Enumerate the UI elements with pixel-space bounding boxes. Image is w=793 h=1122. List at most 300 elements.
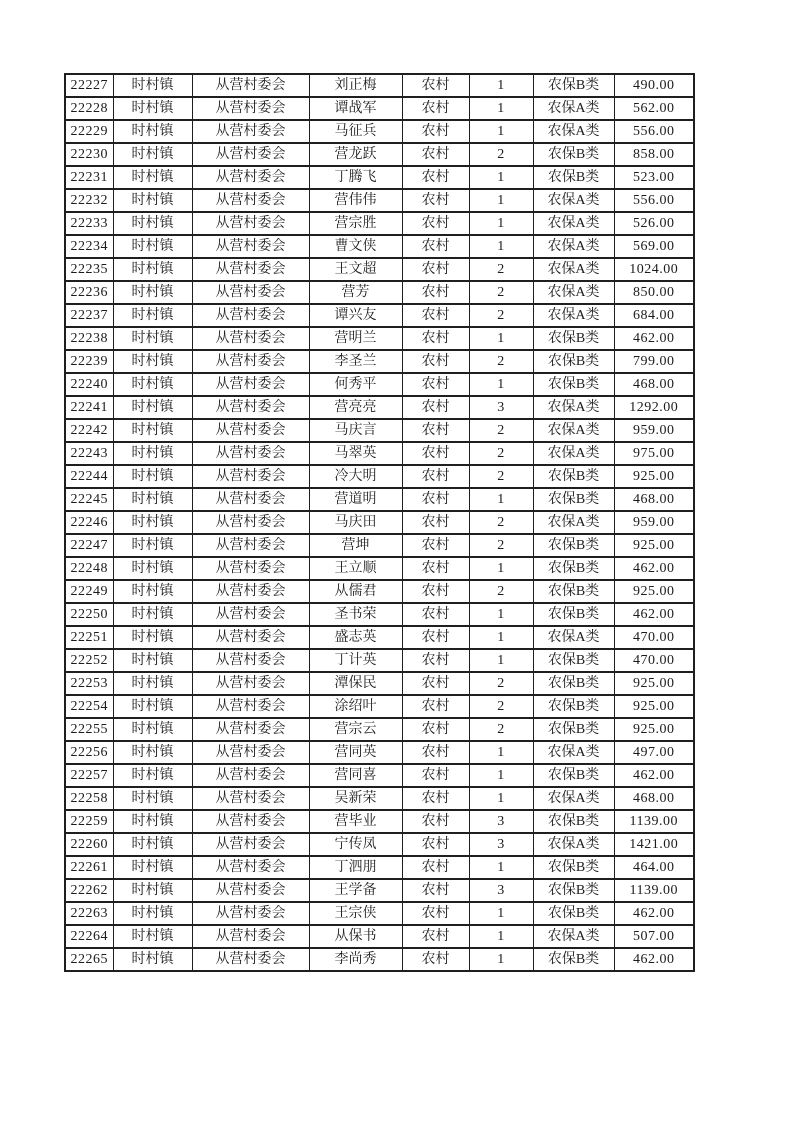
cell-category: 农村: [402, 212, 469, 235]
cell-amount: 497.00: [614, 741, 694, 764]
cell-insurance-type: 农保A类: [533, 419, 614, 442]
cell-person-name: 丁泗朋: [309, 856, 402, 879]
cell-serial-number: 22251: [65, 626, 113, 649]
cell-category: 农村: [402, 626, 469, 649]
cell-serial-number: 22244: [65, 465, 113, 488]
cell-town: 时村镇: [113, 304, 192, 327]
cell-headcount: 2: [469, 304, 533, 327]
cell-headcount: 2: [469, 350, 533, 373]
cell-village-committee: 从营村委会: [192, 396, 309, 419]
cell-village-committee: 从营村委会: [192, 902, 309, 925]
cell-insurance-type: 农保A类: [533, 189, 614, 212]
cell-headcount: 3: [469, 396, 533, 419]
cell-insurance-type: 农保B类: [533, 810, 614, 833]
cell-category: 农村: [402, 856, 469, 879]
cell-town: 时村镇: [113, 281, 192, 304]
cell-person-name: 王文超: [309, 258, 402, 281]
cell-person-name: 宁传凤: [309, 833, 402, 856]
cell-insurance-type: 农保A类: [533, 304, 614, 327]
table-row: [65, 741, 694, 764]
cell-amount: 925.00: [614, 672, 694, 695]
cell-amount: 523.00: [614, 166, 694, 189]
table-row: [65, 350, 694, 373]
cell-category: 农村: [402, 74, 469, 97]
cell-town: 时村镇: [113, 442, 192, 465]
cell-category: 农村: [402, 764, 469, 787]
table-row: [65, 557, 694, 580]
cell-insurance-type: 农保A类: [533, 741, 614, 764]
cell-serial-number: 22254: [65, 695, 113, 718]
table-row: [65, 235, 694, 258]
cell-serial-number: 22245: [65, 488, 113, 511]
cell-headcount: 2: [469, 511, 533, 534]
cell-village-committee: 从营村委会: [192, 787, 309, 810]
cell-headcount: 2: [469, 534, 533, 557]
cell-village-committee: 从营村委会: [192, 419, 309, 442]
cell-town: 时村镇: [113, 718, 192, 741]
cell-insurance-type: 农保A类: [533, 396, 614, 419]
cell-person-name: 何秀平: [309, 373, 402, 396]
cell-amount: 1139.00: [614, 879, 694, 902]
table-row: [65, 764, 694, 787]
table-row: [65, 787, 694, 810]
cell-village-committee: 从营村委会: [192, 166, 309, 189]
cell-category: 农村: [402, 925, 469, 948]
cell-town: 时村镇: [113, 120, 192, 143]
cell-town: 时村镇: [113, 511, 192, 534]
cell-person-name: 营宗云: [309, 718, 402, 741]
cell-insurance-type: 农保B类: [533, 373, 614, 396]
cell-headcount: 1: [469, 626, 533, 649]
cell-headcount: 1: [469, 212, 533, 235]
cell-amount: 562.00: [614, 97, 694, 120]
cell-insurance-type: 农保B类: [533, 143, 614, 166]
cell-serial-number: 22235: [65, 258, 113, 281]
cell-town: 时村镇: [113, 488, 192, 511]
cell-person-name: 吴新荣: [309, 787, 402, 810]
cell-headcount: 2: [469, 465, 533, 488]
cell-town: 时村镇: [113, 166, 192, 189]
cell-person-name: 丁计英: [309, 649, 402, 672]
cell-headcount: 2: [469, 672, 533, 695]
cell-headcount: 3: [469, 879, 533, 902]
cell-insurance-type: 农保B类: [533, 580, 614, 603]
cell-amount: 462.00: [614, 603, 694, 626]
cell-category: 农村: [402, 902, 469, 925]
cell-insurance-type: 农保B类: [533, 557, 614, 580]
cell-person-name: 营道明: [309, 488, 402, 511]
cell-insurance-type: 农保B类: [533, 603, 614, 626]
table-row: [65, 948, 694, 971]
cell-category: 农村: [402, 488, 469, 511]
cell-village-committee: 从营村委会: [192, 764, 309, 787]
cell-amount: 925.00: [614, 534, 694, 557]
cell-insurance-type: 农保B类: [533, 166, 614, 189]
cell-insurance-type: 农保A类: [533, 925, 614, 948]
cell-insurance-type: 农保A类: [533, 212, 614, 235]
cell-person-name: 王学备: [309, 879, 402, 902]
cell-person-name: 营龙跃: [309, 143, 402, 166]
cell-amount: 858.00: [614, 143, 694, 166]
cell-category: 农村: [402, 120, 469, 143]
cell-amount: 1421.00: [614, 833, 694, 856]
cell-headcount: 1: [469, 787, 533, 810]
cell-person-name: 谭战军: [309, 97, 402, 120]
table-row: [65, 603, 694, 626]
cell-headcount: 1: [469, 97, 533, 120]
table-row: [65, 580, 694, 603]
cell-person-name: 王宗侠: [309, 902, 402, 925]
cell-town: 时村镇: [113, 97, 192, 120]
cell-village-committee: 从营村委会: [192, 258, 309, 281]
cell-village-committee: 从营村委会: [192, 810, 309, 833]
cell-serial-number: 22257: [65, 764, 113, 787]
cell-insurance-type: 农保B类: [533, 879, 614, 902]
cell-headcount: 2: [469, 718, 533, 741]
cell-village-committee: 从营村委会: [192, 695, 309, 718]
cell-person-name: 马翠英: [309, 442, 402, 465]
cell-serial-number: 22229: [65, 120, 113, 143]
cell-town: 时村镇: [113, 580, 192, 603]
cell-amount: 468.00: [614, 373, 694, 396]
cell-headcount: 3: [469, 833, 533, 856]
cell-amount: 925.00: [614, 718, 694, 741]
cell-serial-number: 22248: [65, 557, 113, 580]
cell-village-committee: 从营村委会: [192, 465, 309, 488]
cell-category: 农村: [402, 419, 469, 442]
cell-headcount: 1: [469, 764, 533, 787]
cell-amount: 1139.00: [614, 810, 694, 833]
cell-person-name: 丁腾飞: [309, 166, 402, 189]
cell-amount: 556.00: [614, 120, 694, 143]
cell-person-name: 曹文侠: [309, 235, 402, 258]
cell-town: 时村镇: [113, 626, 192, 649]
cell-headcount: 2: [469, 695, 533, 718]
cell-town: 时村镇: [113, 879, 192, 902]
cell-serial-number: 22247: [65, 534, 113, 557]
cell-town: 时村镇: [113, 465, 192, 488]
cell-amount: 470.00: [614, 649, 694, 672]
cell-serial-number: 22232: [65, 189, 113, 212]
cell-village-committee: 从营村委会: [192, 856, 309, 879]
cell-town: 时村镇: [113, 856, 192, 879]
cell-village-committee: 从营村委会: [192, 603, 309, 626]
cell-serial-number: 22238: [65, 327, 113, 350]
cell-town: 时村镇: [113, 350, 192, 373]
cell-village-committee: 从营村委会: [192, 534, 309, 557]
cell-amount: 975.00: [614, 442, 694, 465]
cell-category: 农村: [402, 695, 469, 718]
cell-person-name: 涂绍叶: [309, 695, 402, 718]
cell-village-committee: 从营村委会: [192, 120, 309, 143]
cell-amount: 556.00: [614, 189, 694, 212]
cell-category: 农村: [402, 511, 469, 534]
cell-insurance-type: 农保A类: [533, 442, 614, 465]
table-row: [65, 810, 694, 833]
cell-village-committee: 从营村委会: [192, 350, 309, 373]
cell-headcount: 1: [469, 741, 533, 764]
cell-town: 时村镇: [113, 258, 192, 281]
cell-serial-number: 22249: [65, 580, 113, 603]
cell-village-committee: 从营村委会: [192, 925, 309, 948]
cell-person-name: 营宗胜: [309, 212, 402, 235]
cell-category: 农村: [402, 580, 469, 603]
cell-insurance-type: 农保A类: [533, 281, 614, 304]
cell-category: 农村: [402, 649, 469, 672]
cell-village-committee: 从营村委会: [192, 488, 309, 511]
cell-village-committee: 从营村委会: [192, 281, 309, 304]
cell-insurance-type: 农保A类: [533, 787, 614, 810]
cell-village-committee: 从营村委会: [192, 580, 309, 603]
table-row: [65, 396, 694, 419]
cell-amount: 925.00: [614, 695, 694, 718]
cell-serial-number: 22233: [65, 212, 113, 235]
cell-town: 时村镇: [113, 925, 192, 948]
cell-person-name: 从保书: [309, 925, 402, 948]
cell-person-name: 李圣兰: [309, 350, 402, 373]
table-row: [65, 120, 694, 143]
cell-serial-number: 22250: [65, 603, 113, 626]
cell-village-committee: 从营村委会: [192, 879, 309, 902]
table-row: [65, 442, 694, 465]
cell-serial-number: 22256: [65, 741, 113, 764]
cell-amount: 462.00: [614, 902, 694, 925]
cell-headcount: 1: [469, 488, 533, 511]
cell-category: 农村: [402, 465, 469, 488]
cell-person-name: 营毕业: [309, 810, 402, 833]
cell-headcount: 3: [469, 810, 533, 833]
cell-village-committee: 从营村委会: [192, 948, 309, 971]
cell-town: 时村镇: [113, 741, 192, 764]
cell-serial-number: 22262: [65, 879, 113, 902]
cell-headcount: 2: [469, 419, 533, 442]
cell-insurance-type: 农保A类: [533, 235, 614, 258]
cell-serial-number: 22252: [65, 649, 113, 672]
cell-category: 农村: [402, 603, 469, 626]
cell-category: 农村: [402, 350, 469, 373]
cell-serial-number: 22263: [65, 902, 113, 925]
cell-amount: 1024.00: [614, 258, 694, 281]
cell-village-committee: 从营村委会: [192, 304, 309, 327]
cell-headcount: 1: [469, 166, 533, 189]
cell-insurance-type: 农保B类: [533, 534, 614, 557]
cell-category: 农村: [402, 166, 469, 189]
cell-headcount: 2: [469, 258, 533, 281]
cell-headcount: 1: [469, 74, 533, 97]
cell-amount: 684.00: [614, 304, 694, 327]
cell-category: 农村: [402, 143, 469, 166]
cell-village-committee: 从营村委会: [192, 833, 309, 856]
cell-town: 时村镇: [113, 695, 192, 718]
cell-category: 农村: [402, 557, 469, 580]
cell-serial-number: 22239: [65, 350, 113, 373]
cell-category: 农村: [402, 741, 469, 764]
cell-person-name: 马庆田: [309, 511, 402, 534]
table-row: [65, 672, 694, 695]
cell-serial-number: 22231: [65, 166, 113, 189]
cell-town: 时村镇: [113, 557, 192, 580]
table-row: [65, 626, 694, 649]
cell-town: 时村镇: [113, 419, 192, 442]
cell-headcount: 2: [469, 580, 533, 603]
cell-town: 时村镇: [113, 143, 192, 166]
cell-person-name: 营伟伟: [309, 189, 402, 212]
cell-serial-number: 22230: [65, 143, 113, 166]
table-row: [65, 258, 694, 281]
table-row: [65, 304, 694, 327]
cell-insurance-type: 农保A类: [533, 626, 614, 649]
cell-category: 农村: [402, 235, 469, 258]
cell-village-committee: 从营村委会: [192, 511, 309, 534]
table-row: [65, 925, 694, 948]
cell-insurance-type: 农保B类: [533, 465, 614, 488]
cell-headcount: 1: [469, 120, 533, 143]
cell-town: 时村镇: [113, 212, 192, 235]
cell-insurance-type: 农保B类: [533, 764, 614, 787]
cell-amount: 799.00: [614, 350, 694, 373]
table-row: [65, 488, 694, 511]
cell-serial-number: 22227: [65, 74, 113, 97]
cell-category: 农村: [402, 327, 469, 350]
table-row: [65, 419, 694, 442]
cell-insurance-type: 农保A类: [533, 511, 614, 534]
cell-insurance-type: 农保B类: [533, 695, 614, 718]
cell-amount: 462.00: [614, 948, 694, 971]
cell-category: 农村: [402, 258, 469, 281]
cell-person-name: 谭兴友: [309, 304, 402, 327]
cell-village-committee: 从营村委会: [192, 143, 309, 166]
cell-insurance-type: 农保A类: [533, 258, 614, 281]
table-row: [65, 281, 694, 304]
cell-person-name: 营同喜: [309, 764, 402, 787]
cell-serial-number: 22265: [65, 948, 113, 971]
cell-amount: 959.00: [614, 419, 694, 442]
cell-village-committee: 从营村委会: [192, 649, 309, 672]
table-row: [65, 695, 694, 718]
cell-serial-number: 22253: [65, 672, 113, 695]
cell-town: 时村镇: [113, 74, 192, 97]
table-row: [65, 902, 694, 925]
cell-serial-number: 22234: [65, 235, 113, 258]
cell-amount: 468.00: [614, 488, 694, 511]
cell-village-committee: 从营村委会: [192, 741, 309, 764]
cell-amount: 569.00: [614, 235, 694, 258]
cell-category: 农村: [402, 442, 469, 465]
cell-category: 农村: [402, 281, 469, 304]
cell-category: 农村: [402, 672, 469, 695]
cell-insurance-type: 农保B类: [533, 718, 614, 741]
cell-category: 农村: [402, 948, 469, 971]
cell-headcount: 1: [469, 603, 533, 626]
cell-insurance-type: 农保A类: [533, 833, 614, 856]
table-row: [65, 718, 694, 741]
cell-person-name: 王立顺: [309, 557, 402, 580]
table-row: [65, 327, 694, 350]
cell-amount: 925.00: [614, 465, 694, 488]
cell-town: 时村镇: [113, 603, 192, 626]
cell-serial-number: 22240: [65, 373, 113, 396]
cell-headcount: 1: [469, 948, 533, 971]
cell-town: 时村镇: [113, 649, 192, 672]
cell-category: 农村: [402, 396, 469, 419]
cell-village-committee: 从营村委会: [192, 718, 309, 741]
cell-person-name: 营芳: [309, 281, 402, 304]
cell-insurance-type: 农保B类: [533, 649, 614, 672]
cell-insurance-type: 农保B类: [533, 672, 614, 695]
cell-person-name: 营坤: [309, 534, 402, 557]
cell-village-committee: 从营村委会: [192, 442, 309, 465]
cell-town: 时村镇: [113, 396, 192, 419]
cell-headcount: 1: [469, 327, 533, 350]
cell-insurance-type: 农保B类: [533, 74, 614, 97]
cell-category: 农村: [402, 787, 469, 810]
cell-serial-number: 22243: [65, 442, 113, 465]
cell-amount: 462.00: [614, 327, 694, 350]
cell-person-name: 李尚秀: [309, 948, 402, 971]
cell-village-committee: 从营村委会: [192, 373, 309, 396]
cell-headcount: 1: [469, 189, 533, 212]
cell-insurance-type: 农保B类: [533, 327, 614, 350]
cell-person-name: 营明兰: [309, 327, 402, 350]
cell-headcount: 2: [469, 143, 533, 166]
cell-headcount: 2: [469, 442, 533, 465]
cell-person-name: 马征兵: [309, 120, 402, 143]
cell-town: 时村镇: [113, 764, 192, 787]
cell-serial-number: 22246: [65, 511, 113, 534]
cell-category: 农村: [402, 97, 469, 120]
beneficiary-table: [64, 73, 695, 972]
cell-headcount: 1: [469, 925, 533, 948]
cell-category: 农村: [402, 189, 469, 212]
cell-insurance-type: 农保A类: [533, 97, 614, 120]
cell-person-name: 刘正梅: [309, 74, 402, 97]
cell-insurance-type: 农保B类: [533, 488, 614, 511]
cell-insurance-type: 农保B类: [533, 902, 614, 925]
table-row: [65, 879, 694, 902]
table-row: [65, 189, 694, 212]
cell-serial-number: 22242: [65, 419, 113, 442]
cell-amount: 925.00: [614, 580, 694, 603]
table-body: [65, 74, 694, 971]
cell-category: 农村: [402, 373, 469, 396]
cell-village-committee: 从营村委会: [192, 189, 309, 212]
cell-town: 时村镇: [113, 235, 192, 258]
cell-headcount: 1: [469, 373, 533, 396]
cell-headcount: 1: [469, 902, 533, 925]
cell-serial-number: 22241: [65, 396, 113, 419]
cell-insurance-type: 农保B类: [533, 948, 614, 971]
cell-town: 时村镇: [113, 902, 192, 925]
cell-category: 农村: [402, 879, 469, 902]
cell-serial-number: 22255: [65, 718, 113, 741]
cell-person-name: 圣书荣: [309, 603, 402, 626]
table-row: [65, 97, 694, 120]
cell-headcount: 2: [469, 281, 533, 304]
cell-serial-number: 22260: [65, 833, 113, 856]
table-row: [65, 212, 694, 235]
table-row: [65, 511, 694, 534]
table-row: [65, 856, 694, 879]
cell-town: 时村镇: [113, 810, 192, 833]
cell-insurance-type: 农保B类: [533, 856, 614, 879]
cell-serial-number: 22261: [65, 856, 113, 879]
cell-serial-number: 22259: [65, 810, 113, 833]
cell-amount: 462.00: [614, 557, 694, 580]
cell-person-name: 营同英: [309, 741, 402, 764]
cell-serial-number: 22237: [65, 304, 113, 327]
cell-amount: 468.00: [614, 787, 694, 810]
cell-town: 时村镇: [113, 787, 192, 810]
